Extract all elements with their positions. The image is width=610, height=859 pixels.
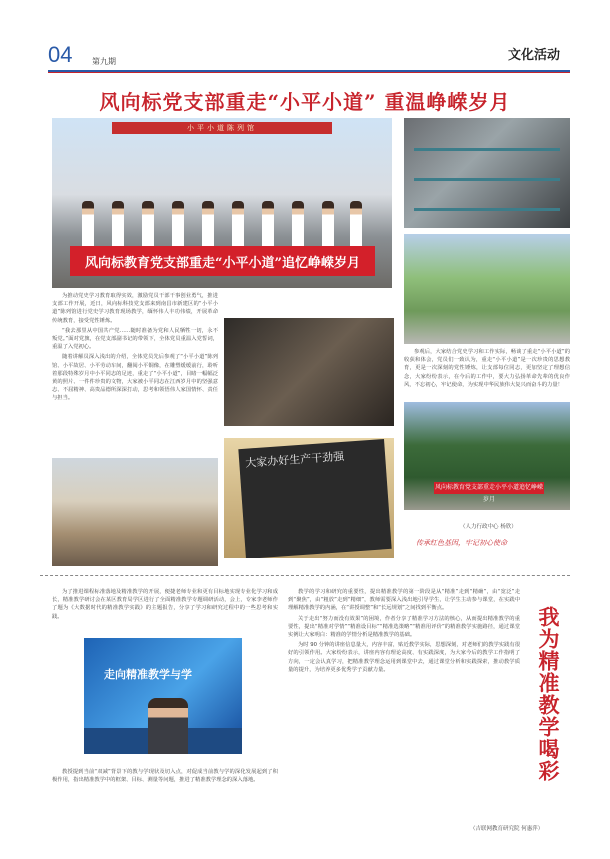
shelf-bar <box>414 148 560 151</box>
article3-right <box>288 588 520 676</box>
paragraph: 参观后，大家结合党史学习和工作实际，畅谈了重走“小平小道”的收获和体会，党员们一致认为，重走“小平小道”是一次珍贵的思想教育，更是一次深刻的党性锤炼，让支部每位同志，更加坚定了理想信念，大家纷纷表示，在今后的工作中，要大力弘扬革命先辈的优良作风，不忘初心，牢记使命，为实现中华民族伟大复兴而奋斗的力量！ <box>404 349 570 388</box>
page-header <box>40 40 570 70</box>
blackboard: 大家办好生产干劲强 <box>238 439 391 558</box>
section-title: 文化活动 <box>507 48 560 63</box>
paragraph: 教学的学习和研究的重要性，提出精准教学的第一阶段是从“精准”走到“精确”，由“宽泛”走到“聚焦”，由“粗放”走到“精细”，教师需要深入浅出地引导学生，让学生主动参与课堂，在实践中理解精准教学的内涵，在“讲授调整”和“长远规划”之间找到平衡点。 <box>288 589 520 612</box>
projection-screen: 走向精准教学与学 <box>84 638 242 728</box>
vertical-title: 我为精准教学喝彩 <box>536 606 561 782</box>
museum-interior-photo <box>224 318 394 426</box>
speaker-figure <box>148 698 188 754</box>
red-banner: 风向标教育党支部重走小平小道追忆峥嵘岁月 <box>434 484 543 503</box>
museum-sign: 小平小道陈列馆 <box>112 122 332 134</box>
lecture-photo <box>84 638 242 754</box>
article3-left-top <box>52 588 278 621</box>
exhibition-hall-photo <box>52 458 218 566</box>
statue-photo <box>404 402 570 510</box>
paragraph: 教授提到当前“双减”背景下的教与学现状及切入点，对促成当前教与学的深化发展起到了积极作用，指出精准教学中的框架、目标、测量等问题，推进了精准教学理念的深入落地。 <box>52 769 278 784</box>
tagline: 传承红色基因，牢记初心使命 <box>416 539 507 547</box>
shelf-bar <box>414 178 560 181</box>
exhibit-shelf-photo <box>404 118 570 228</box>
shelf-bar <box>414 208 560 211</box>
red-banner: 风向标教育党支部重走“小平小道”追忆峥嵘岁月 <box>70 246 375 276</box>
section-divider <box>40 575 570 576</box>
header-rule-red <box>48 72 570 73</box>
page-number: 04 <box>48 42 73 67</box>
paragraph: 关于走出“努力而没有效果”的困境，作者分享了精准学习方法的核心，从而提出精准教学的重要性，提出“精准对学情”“精准设目标”“精准选策略”“精准用评价”的精准教学实施路径，通过课堂实例让大家明白：精准的学情分析是精准教学的基础。 <box>288 615 520 639</box>
paragraph: 随着讲解员深入浅出的介绍，全体党员先后参观了“小平小道”陈列馆、小平故居、小平劳动车间，翻阅小平铜像，在雕塑缓缓前行，聆听着那段特殊岁月中小平同志的足迹，重走了“小平小道”，目睹一幅幅泛黄的照片、一件件珍贵的文物，大家被小平同志在江西岁月中的坚强意志、不屈精神、高贵品德所深深打动，思考和领悟伟人家国情怀、责任与担当。 <box>52 354 218 402</box>
paragraph: “我去那里从中国共产党……随时准备为党和人民牺牲一切，永不叛党。”面对党旗，在党支部副书记的带领下，全体党员重温入党誓词，重温了入党初心。 <box>52 327 218 351</box>
paragraph: 为了推进课程标准落地及精准教学的开展，便捷老师专业和更有目标地实现专业化学习和成长，精准教学研讨会在某区教育局学区进行了全面精准教学专题调研活动，会上，专家李老师作了题为《大数据时代的精准教学实践》的主题报告，分享了学习和研究过程中的一些思考和实践。 <box>52 589 278 620</box>
outdoor-walk-photo <box>404 234 570 344</box>
author-credit: （吉联网教育研究院 何惠萍） <box>470 826 544 832</box>
issue-label: 第九期 <box>92 57 116 66</box>
article3-left-bottom <box>52 768 278 784</box>
paragraph: 为推动党史学习教育取得实效，激励党员干部干事创业勇气，推进支部工作开展，近日，风向标科技党支部来到南昌市新建区的“小平小道”陈列馆进行党史学习教育现场教学，缅怀伟人丰功伟绩，开展革命传统教育，接受党性锤炼。 <box>52 293 218 324</box>
article2-body <box>404 348 570 389</box>
article1-body <box>52 292 218 405</box>
article-title: 风向标党支部重走“小平小道” 重温峥嵘岁月 <box>99 90 511 114</box>
photo-credit: （人力行政中心 杨欣） <box>460 524 517 530</box>
group-photo <box>52 118 392 288</box>
paragraph: 为时 90 分钟的讲座信息量大，内容丰富，贴近教学实际，思想深刻，对老师们的教学实践有很好的引领作用。大家纷纷表示，讲座内容有理论高度、有实践深度，为大家今后的教学工作指明了方向，一定会认真学习，把精准教学理念运用到课堂中去，通过课堂分析和实践探索，推动教学质量的提升，为培养更多优秀学子贡献力量。 <box>288 642 520 673</box>
blackboard-photo <box>224 438 394 558</box>
